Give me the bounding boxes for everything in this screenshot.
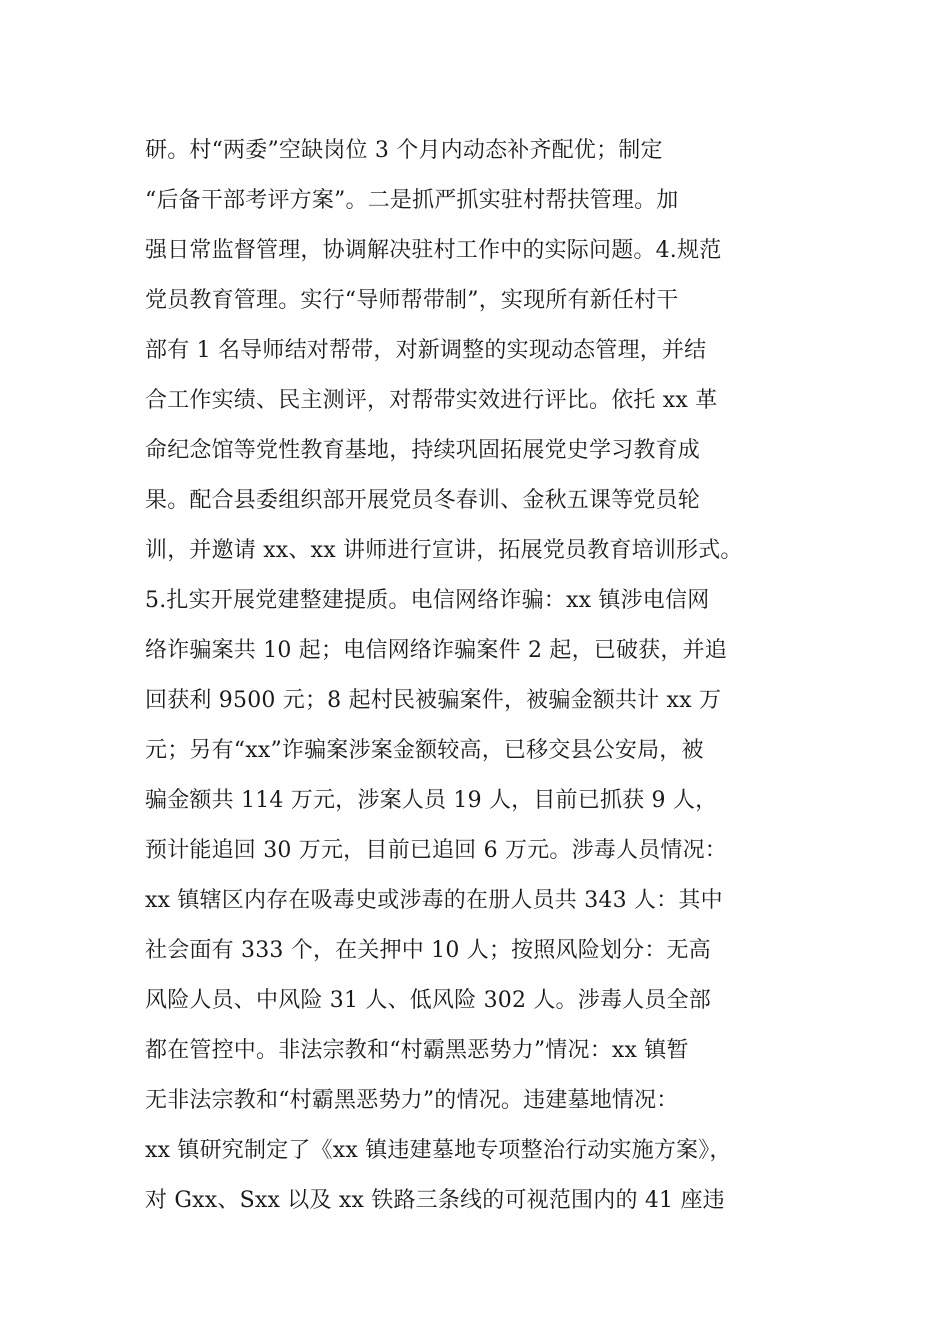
text-line: 果。配合县委组织部开展党员冬春训、金秋五课等党员轮 bbox=[145, 488, 701, 513]
text-line: 对 Gxx、Sxx 以及 xx 铁路三条线的可视范围内的 41 座违 bbox=[145, 1188, 725, 1213]
text-line: 命纪念馆等党性教育基地，持续巩固拓展党史学习教育成 bbox=[145, 438, 701, 463]
text-line: 研。村“两委”空缺岗位 3 个月内动态补齐配优；制定 bbox=[145, 138, 663, 163]
text-line: xx 镇研究制定了《xx 镇违建墓地专项整治行动实施方案》， bbox=[145, 1138, 732, 1163]
text-line: 都在管控中。非法宗教和“村霸黑恶势力”情况：xx 镇暂 bbox=[145, 1038, 689, 1063]
text-line: 党员教育管理。实行“导师帮带制”，实现所有新任村干 bbox=[145, 288, 679, 313]
text-line: 部有 1 名导师结对帮带，对新调整的实现动态管理，并结 bbox=[145, 338, 707, 363]
text-line: 回获利 9500 元；8 起村民被骗案件，被骗金额共计 xx 万 bbox=[145, 688, 722, 713]
body-text bbox=[145, 126, 835, 1226]
text-line: 社会面有 333 个，在关押中 10 人；按照风险划分：无高 bbox=[145, 938, 711, 963]
text-line: 络诈骗案共 10 起；电信网络诈骗案件 2 起，已破获，并追 bbox=[145, 638, 727, 663]
text-line: 5.扎实开展党建整建提质。电信网络诈骗：xx 镇涉电信网 bbox=[145, 588, 710, 613]
text-line: xx 镇辖区内存在吸毒史或涉毒的在册人员共 343 人：其中 bbox=[145, 888, 723, 913]
text-line: “后备干部考评方案”。二是抓严抓实驻村帮扶管理。加 bbox=[145, 188, 679, 213]
text-line: 训，并邀请 xx、xx 讲师进行宣讲，拓展党员教育培训形式。 bbox=[145, 538, 743, 563]
text-line: 骗金额共 114 万元，涉案人员 19 人，目前已抓获 9 人， bbox=[145, 788, 718, 813]
text-line: 元；另有“xx”诈骗案涉案金额较高，已移交县公安局，被 bbox=[145, 738, 704, 763]
text-line: 合工作实绩、民主测评，对帮带实效进行评比。依托 xx 革 bbox=[145, 388, 718, 413]
text-line: 风险人员、中风险 31 人、低风险 302 人。涉毒人员全部 bbox=[145, 988, 711, 1013]
text-line: 无非法宗教和“村霸黑恶势力”的情况。违建墓地情况： bbox=[145, 1088, 679, 1113]
text-line: 预计能追回 30 万元，目前已追回 6 万元。涉毒人员情况： bbox=[145, 838, 727, 863]
text-line: 强日常监督管理，协调解决驻村工作中的实际问题。4.规范 bbox=[145, 238, 722, 263]
